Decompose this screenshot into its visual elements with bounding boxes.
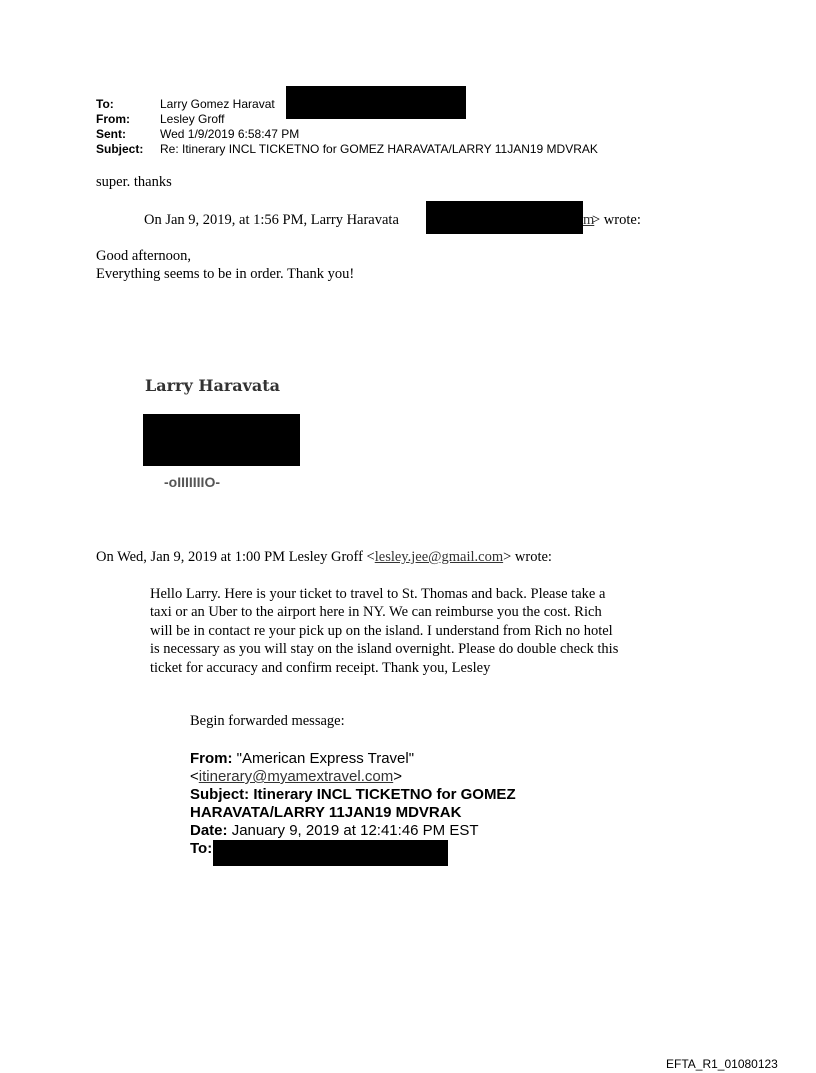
quote1-line2: Everything seems to be in order. Thank you! <box>96 266 355 282</box>
forwarded-from-email-line <box>190 768 402 785</box>
from-label: From: <box>96 112 130 126</box>
redaction-to <box>286 86 466 119</box>
from-value: Lesley Groff <box>160 112 225 126</box>
forwarded-from-value: "American Express Travel" <box>236 750 415 767</box>
redaction-forwarded-to <box>213 840 448 866</box>
quote2-outro: > wrote: <box>503 549 552 565</box>
sent-label: Sent: <box>96 127 126 141</box>
quote2-intro: On Wed, Jan 9, 2019 at 1:00 PM Lesley Groff < <box>96 549 375 565</box>
to-label: To: <box>96 97 114 111</box>
redaction-email <box>426 201 583 234</box>
subject-label: Subject: <box>96 142 144 156</box>
redaction-signature <box>143 414 300 466</box>
forwarded-subject-value-1: Itinerary INCL TICKETNO for GOMEZ <box>253 786 516 803</box>
forwarded-to-label: To: <box>190 840 213 857</box>
to-value: Larry Gomez Haravat <box>160 97 275 111</box>
forwarded-date <box>190 822 479 839</box>
forwarded-subject-label: Subject: <box>190 786 250 803</box>
forwarded-begin: Begin forwarded message: <box>190 713 345 729</box>
signature-logo: -oIIIIIIIO- <box>164 474 220 490</box>
quote2-line: Hello Larry. Here is your ticket to travel to St. Thomas and back. Please take a <box>150 586 606 602</box>
quote2-header <box>96 549 552 566</box>
quote1-line1: Good afternoon, <box>96 248 192 264</box>
forwarded-subject-line1 <box>190 786 516 803</box>
quote2-line: ticket for accuracy and confirm receipt. Thank you, Lesley <box>150 659 491 676</box>
forwarded-from-email[interactable]: itinerary@myamextravel.com <box>198 768 394 785</box>
quote2-line: taxi or an Uber to the airport here in NY. We can reimburse you the cost. Rich <box>150 604 602 621</box>
forwarded-date-label: Date: <box>190 822 228 839</box>
subject-value: Re: Itinerary INCL TICKETNO for GOMEZ HARAVATA/LARRY 11JAN19 MDVRAK <box>160 142 598 156</box>
sent-value: Wed 1/9/2019 6:58:47 PM <box>160 127 300 141</box>
quote2-line: will be in contact re your pick up on the island. I understand from Rich no hotel <box>150 622 613 639</box>
reply-text: super. thanks <box>96 174 172 190</box>
forwarded-email-open: < <box>190 768 199 785</box>
forwarded-from-label: From: <box>190 750 233 767</box>
quote1-intro: On Jan 9, 2019, at 1:56 PM, Larry Haravata <box>144 212 399 228</box>
forwarded-subject-value-2: HARAVATA/LARRY 11JAN19 MDVRAK <box>190 804 462 821</box>
quote1-email-tail[interactable]: m <box>583 212 595 228</box>
forwarded-from <box>190 750 414 767</box>
quote1-outro: > wrote: <box>592 212 641 228</box>
forwarded-date-value: January 9, 2019 at 12:41:46 PM EST <box>231 822 479 839</box>
forwarded-email-close: > <box>393 768 402 785</box>
quote2-body <box>150 585 618 677</box>
quote2-line: is necessary as you will stay on the island overnight. Please do double check this <box>150 641 619 658</box>
document-id: EFTA_R1_01080123 <box>666 1057 778 1071</box>
signature-name: Larry Haravata <box>145 376 281 395</box>
quote2-email-link[interactable]: lesley.jee@gmail.com <box>374 549 504 565</box>
